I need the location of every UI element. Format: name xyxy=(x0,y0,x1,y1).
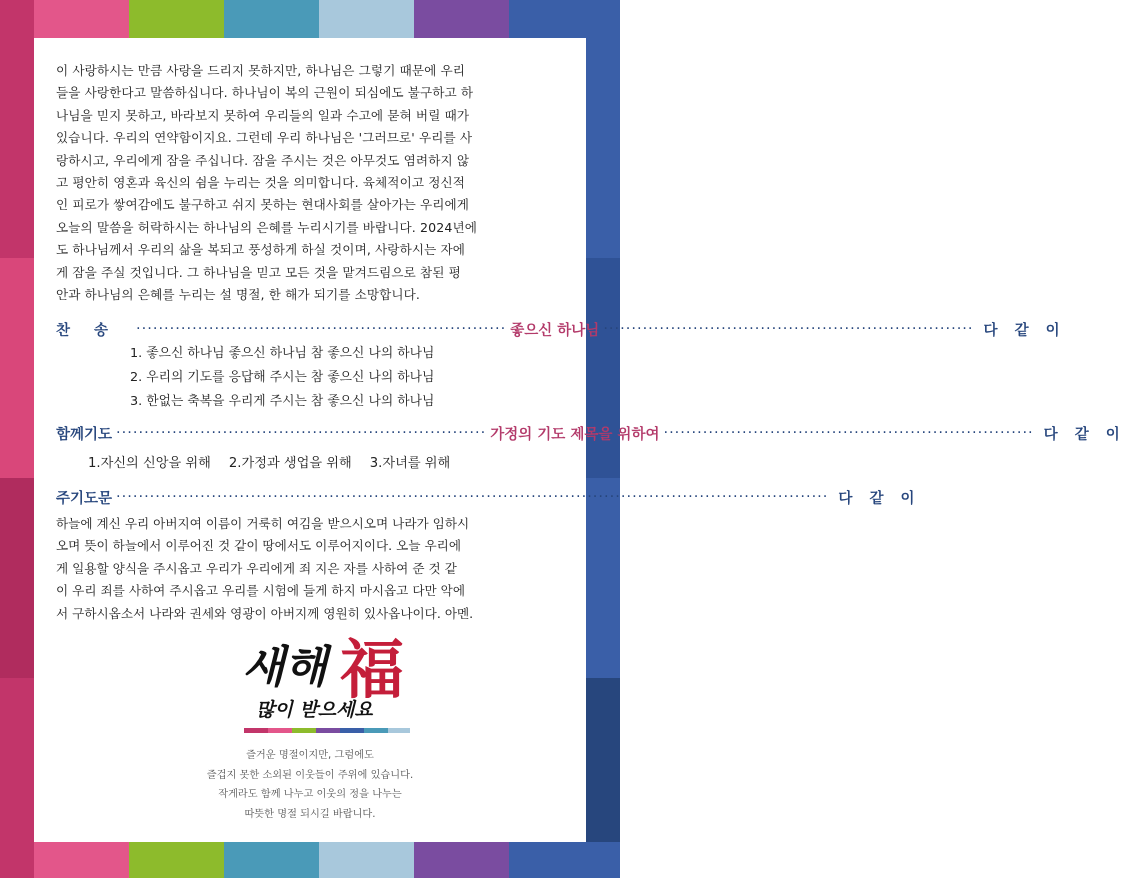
closing-line: 즐거운 명절이지만, 그럼에도 xyxy=(246,750,374,761)
intro-line: 도 하나님께서 우리의 삶을 복되고 풍성하게 하실 것이며, 사랑하시는 자에 xyxy=(56,242,465,258)
closing-line: 즐겁지 못한 소외된 이웃들이 주위에 있습니다. xyxy=(206,769,414,781)
closing-line: 작게라도 함께 나누고 이웃의 정을 나누는 xyxy=(218,789,402,800)
logo-fuk: 福 xyxy=(340,633,404,708)
lords-prayer-text xyxy=(56,513,564,625)
prayer-who: 다 같 이 xyxy=(1043,426,1126,443)
dot-leader: ·································································· xyxy=(663,425,1034,441)
intro-line: 랑하시고, 우리에게 잠을 주십니다. 잠을 주시는 것은 아무것도 염려하지 않 xyxy=(56,152,470,168)
dot-leader: ·································································· xyxy=(136,321,507,337)
new-year-calligraphy-logo xyxy=(234,632,418,740)
lords-prayer-label: 주기도문 xyxy=(56,490,113,507)
intro-line: 이 사랑하시는 만큼 사랑을 드리지 못하지만, 하나님은 그렇기 때문에 우리 xyxy=(56,63,465,78)
intro-line: 들을 사랑한다고 말씀하십니다. 하나님이 복의 근원이 되심에도 불구하고 하 xyxy=(56,85,474,101)
prayer-heading xyxy=(56,422,1126,444)
lords-prayer-line: 이 우리 죄를 사하여 주시옵고 우리를 시험에 들게 하지 마시옵고 다만 악에 xyxy=(56,583,466,599)
lords-prayer-line: 게 일용할 양식을 주시옵고 우리가 우리에게 죄 지은 자를 사하여 준 것 같 xyxy=(56,560,457,576)
lords-prayer-line: 하늘에 계신 우리 아버지여 이름이 거룩히 여김을 받으시오며 나라가 임하시 xyxy=(56,516,470,531)
left-color-band xyxy=(0,38,34,842)
prayer-label: 함께기도 xyxy=(56,426,113,443)
intro-paragraph xyxy=(56,60,564,306)
hymn-heading xyxy=(56,318,1066,340)
closing-message xyxy=(150,746,470,824)
hymn-label: 찬송 xyxy=(56,322,133,339)
bottom-color-band xyxy=(0,842,620,878)
dot-leader: ······························································································································· xyxy=(116,489,829,505)
hymn-line: 3. 한없는 축복을 우리게 주시는 참 좋으신 나의 하나님 xyxy=(130,394,435,409)
intro-line: 오늘의 말씀을 허락하시는 하나님의 은혜를 누리시기를 바랍니다. 2024년에 xyxy=(56,219,477,235)
prayer-title: 가정의 기도 제목을 위하여 xyxy=(490,426,660,443)
intro-line: 게 잠을 주실 것입니다. 그 하나님을 믿고 모든 것을 맡겨드림으로 참된 평 xyxy=(56,264,461,280)
hymn-title: 좋으신 하나님 xyxy=(510,322,600,339)
intro-line: 있습니다. 우리의 연약함이지요. 그런데 우리 하나님은 '그러므로' 우리를 사 xyxy=(56,130,473,146)
dot-leader: ·································································· xyxy=(603,321,974,337)
hymn-who: 다 같 이 xyxy=(983,322,1066,339)
dot-leader: ·································································· xyxy=(116,425,487,441)
closing-line: 따뜻한 명절 되시길 바랍니다. xyxy=(244,808,376,820)
hymn-lyrics xyxy=(130,342,550,414)
intro-line: 고 평안히 영혼과 육신의 쉼을 누리는 것을 의미합니다. 육체적이고 정신적 xyxy=(56,175,465,191)
intro-line: 안과 하나님의 은혜를 누리는 설 명절, 한 해가 되기를 소망합니다. xyxy=(56,287,421,303)
top-color-band xyxy=(0,0,620,38)
prayer-item: 3.자녀를 위해 xyxy=(369,456,451,471)
hymn-line: 1. 좋으신 하나님 좋으신 하나님 참 좋으신 나의 하나님 xyxy=(130,346,435,361)
logo-color-bar xyxy=(244,728,410,733)
lords-prayer-heading xyxy=(56,486,921,508)
lords-prayer-who: 다 같 이 xyxy=(838,490,921,507)
prayer-item: 2.가정과 생업을 위해 xyxy=(228,456,352,471)
prayer-item: 1.자신의 신앙을 위해 xyxy=(88,456,211,471)
intro-line: 나님을 믿지 못하고, 바라보지 못하여 우리들의 일과 수고에 묻혀 버릴 때가 xyxy=(56,107,470,123)
lords-prayer-line: 서 구하시옵소서 나라와 권세와 영광이 아버지께 영원히 있사옵나이다. 아멘. xyxy=(56,605,474,621)
logo-message: 많이 받으세요 xyxy=(256,699,373,721)
intro-line: 인 피로가 쌓여감에도 불구하고 쉬지 못하는 현대사회를 살아가는 우리에게 xyxy=(56,197,470,213)
lords-prayer-line: 오며 뜻이 하늘에서 이루어진 것 같이 땅에서도 이루어지이다. 오늘 우리에 xyxy=(56,538,461,554)
logo-saehae: 새해 xyxy=(242,642,328,693)
hymn-line: 2. 우리의 기도를 응답해 주시는 참 좋으신 나의 하나님 xyxy=(130,370,435,385)
prayer-items xyxy=(88,452,558,471)
